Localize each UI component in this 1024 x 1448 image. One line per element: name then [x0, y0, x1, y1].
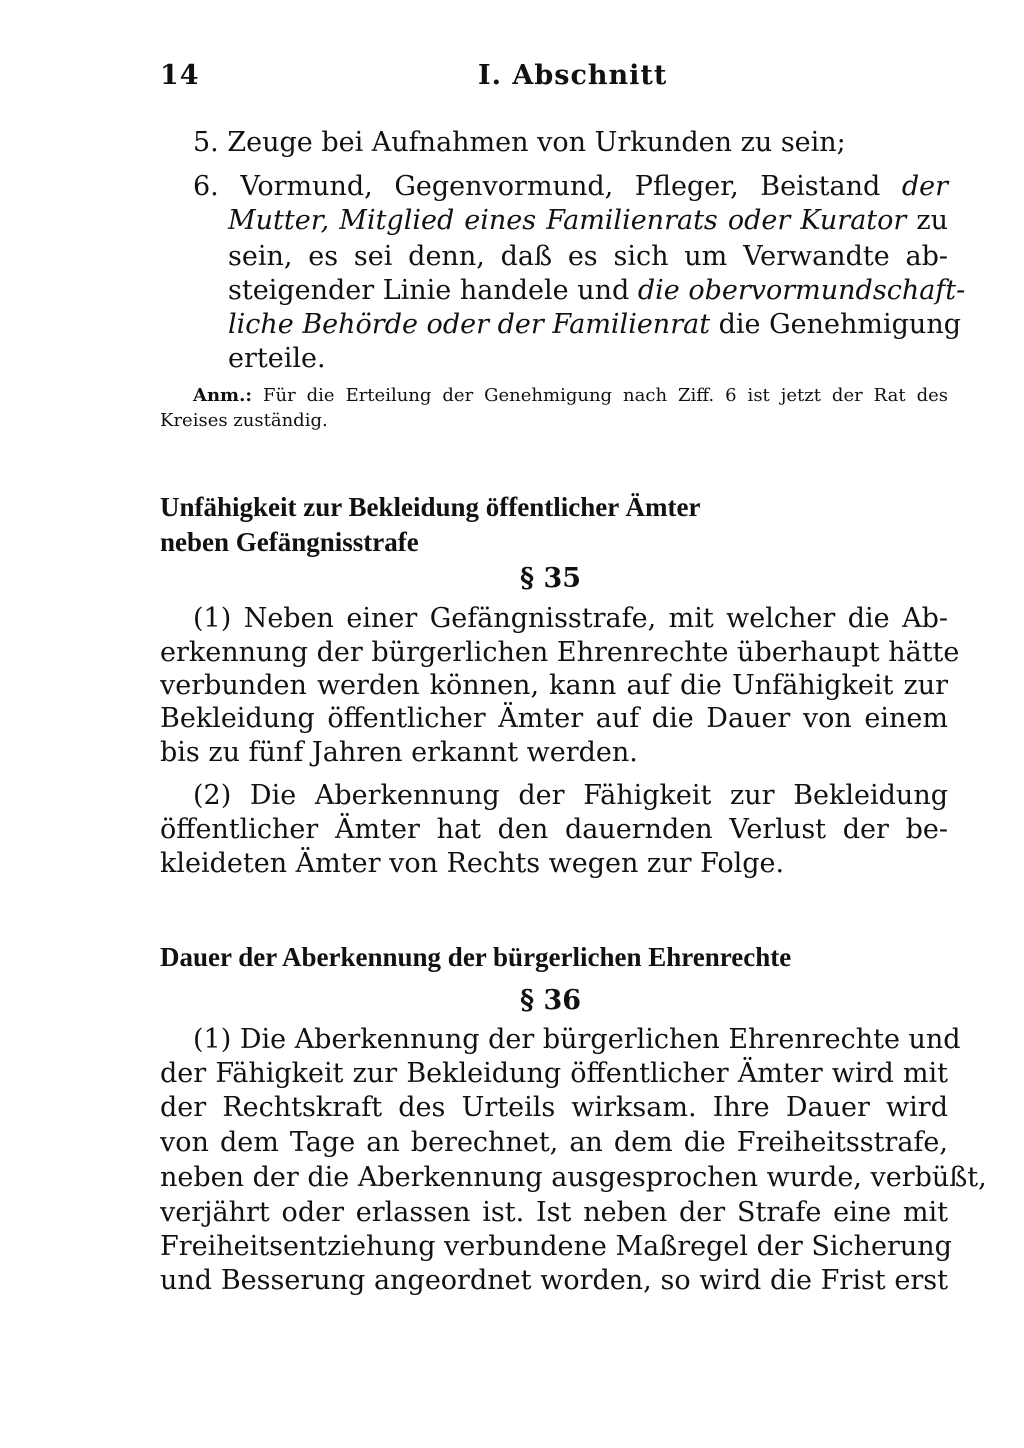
section-36-line: verjährt oder erlassen ist. Ist neben der Strafe eine mit [160, 1197, 948, 1228]
running-head: I. Abschnitt [478, 60, 668, 91]
section-36-mark: § 36 [520, 985, 582, 1016]
list-item-6-line-2 [228, 204, 948, 238]
section-36-line: der Rechtskraft des Urteils wirksam. Ihre Dauer wird [160, 1092, 948, 1123]
section-35-line: erkennung der bürgerlichen Ehrenrechte überhaupt hätte [160, 637, 960, 668]
section-35-line: bis zu fünf Jahren erkannt werden. [160, 737, 638, 768]
list-item-6-line-3: sein, es sei denn, daß es sich um Verwandte ab- [228, 241, 948, 272]
list-item-6-line-6: erteile. [228, 343, 326, 374]
list-item-5: 5. Zeuge bei Aufnahmen von Urkunden zu sein; [193, 127, 846, 158]
section-35-mark: § 35 [520, 563, 582, 594]
section-35-heading-line-1: Unfähigkeit zur Bekleidung öffentlicher Ämter [160, 492, 701, 522]
italic-run: der [901, 171, 948, 202]
page-number: 14 [160, 60, 200, 91]
annotation-label: Anm.: [193, 385, 253, 406]
italic-run: Mutter, Mitglied eines Familienrats oder Kurator [228, 205, 907, 236]
section-35-line: öffentlicher Ämter hat den dauernden Verlust der be- [160, 814, 948, 845]
section-35-line: kleideten Ämter von Rechts wegen zur Folge. [160, 848, 785, 879]
page-header [160, 60, 946, 100]
italic-run: die obervormundschaft- [637, 275, 966, 306]
text-run: steigender Linie handele und [228, 275, 638, 306]
list-item-6-line-5 [228, 308, 961, 342]
section-36-line: (1) Die Aberkennung der bürgerlichen Ehrenrechte und [193, 1024, 961, 1055]
text-run: die Genehmigung [710, 309, 961, 340]
section-35-heading-line-2: neben Gefängnisstrafe [160, 527, 419, 557]
annotation-line-1 [193, 384, 948, 408]
section-36-line: der Fähigkeit zur Bekleidung öffentlicher Ämter wird mit [160, 1058, 948, 1089]
text-run: 6. Vormund, Gegenvormund, Pfleger, Beistand [193, 171, 902, 202]
list-item-6-line-4 [228, 274, 966, 308]
section-36-line: und Besserung angeordnet worden, so wird die Frist erst [160, 1265, 948, 1296]
section-36-heading: Dauer der Aberkennung der bürgerlichen Ehrenrechte [160, 942, 792, 972]
section-36-line: neben der die Aberkennung ausgesprochen wurde, verbüßt, [160, 1162, 987, 1193]
section-35-line: (2) Die Aberkennung der Fähigkeit zur Bekleidung [193, 780, 948, 811]
section-35-line: Bekleidung öffentlicher Ämter auf die Dauer von einem [160, 703, 948, 734]
annotation-text: Für die Erteilung der Genehmigung nach Ziff. 6 ist jetzt der Rat des [252, 385, 948, 406]
section-36-line: Freiheitsentziehung verbundene Maßregel der Sicherung [160, 1231, 952, 1262]
section-35-line: (1) Neben einer Gefängnisstrafe, mit welcher die Ab- [193, 603, 948, 634]
text-run: zu [906, 205, 948, 236]
italic-run: liche Behörde oder der Familienrat [228, 309, 711, 340]
section-35-line: verbunden werden können, kann auf die Unfähigkeit zur [160, 670, 948, 701]
section-36-line: von dem Tage an berechnet, an dem die Freiheitsstrafe, [160, 1127, 948, 1158]
annotation-line-2: Kreises zuständig. [160, 410, 328, 431]
list-item-6-line-1 [193, 170, 948, 204]
